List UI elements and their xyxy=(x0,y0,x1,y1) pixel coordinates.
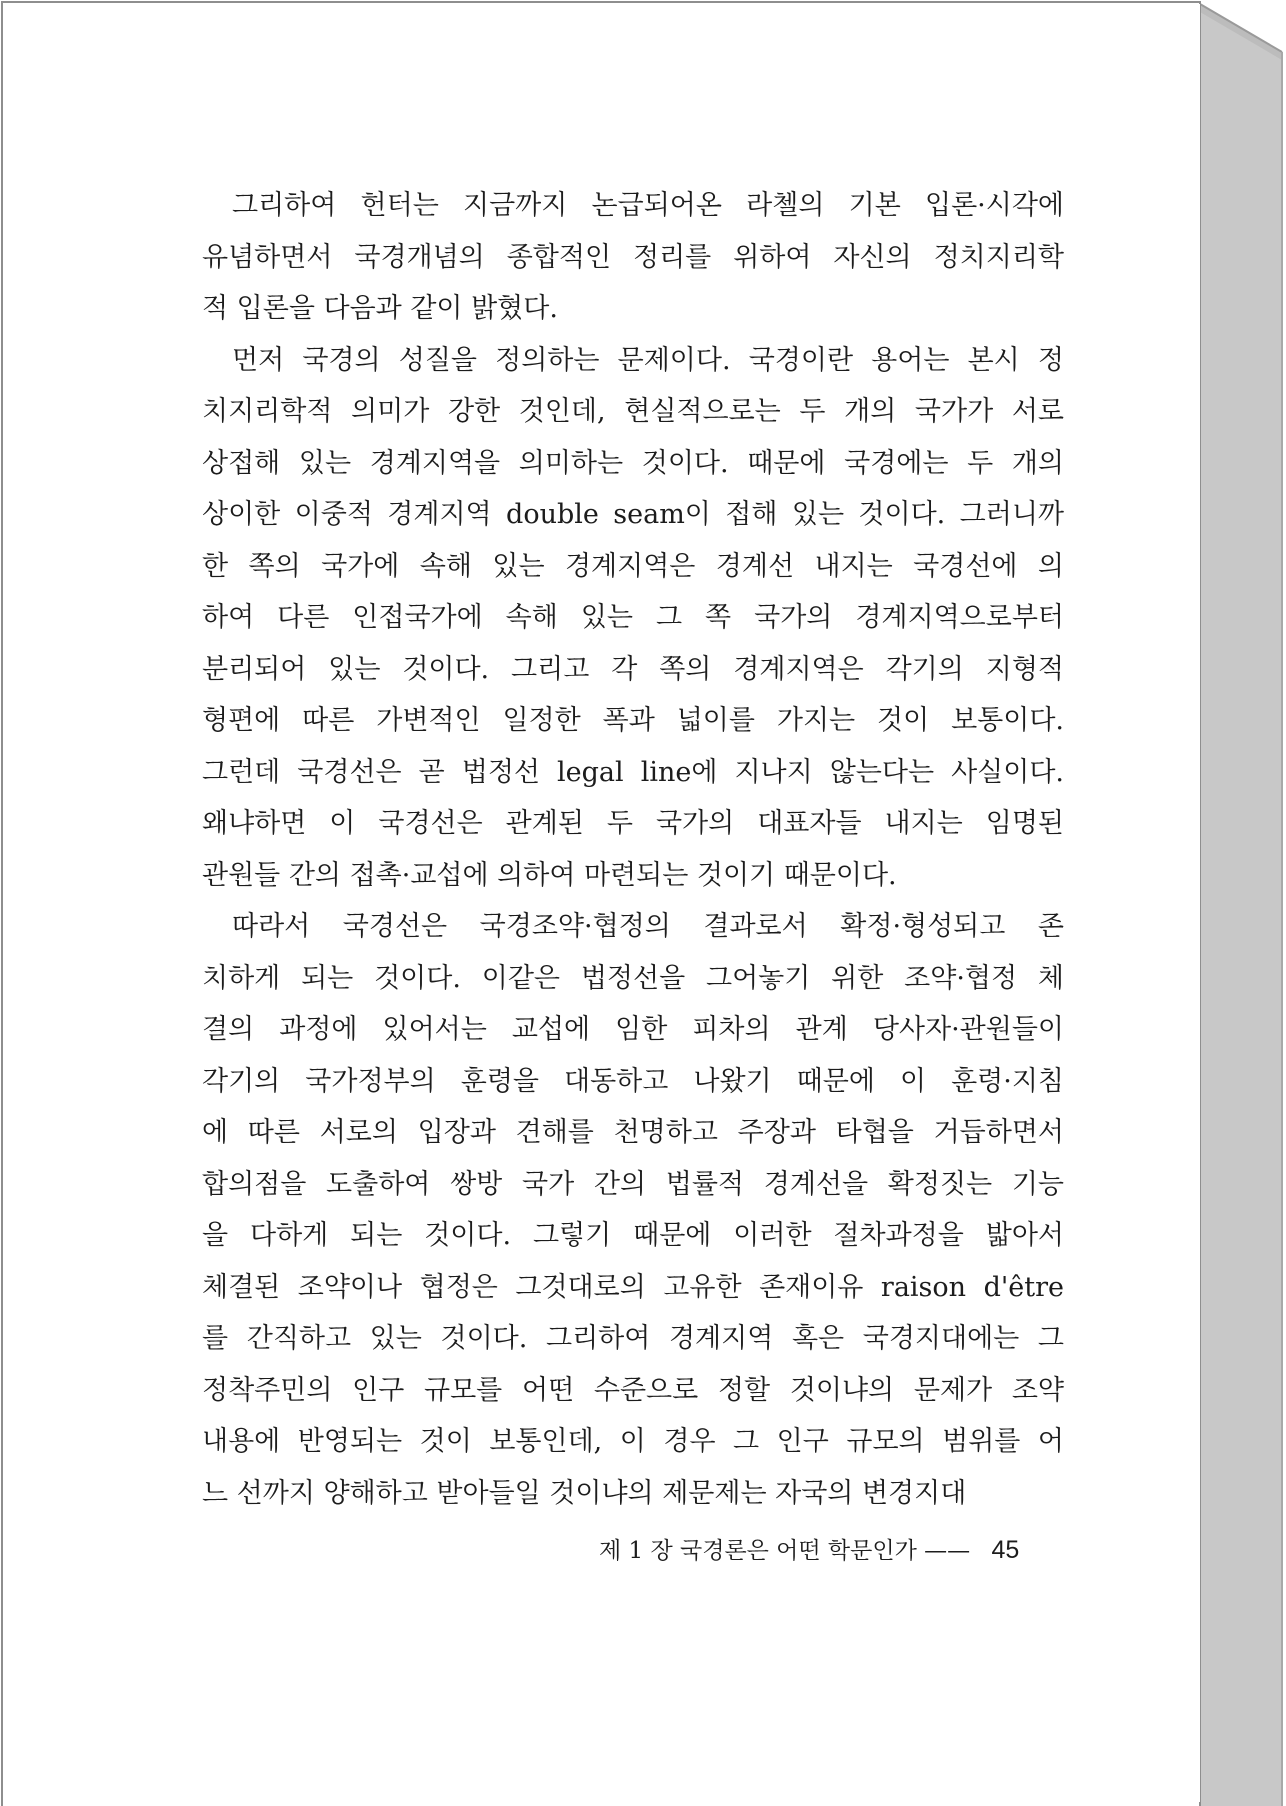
page-footer xyxy=(599,1532,1039,1565)
text-line: 각기의 국가정부의 훈령을 대동하고 나왔기 때문에 이 훈령·지침 xyxy=(202,1065,1064,1097)
text-line: 그리하여 헌터는 지금까지 논급되어온 라첼의 기본 입론·시각에 xyxy=(232,190,1064,221)
book-page xyxy=(4,4,1200,1802)
paragraph xyxy=(202,335,1064,902)
paragraph xyxy=(202,180,1064,335)
text-line: 한 쪽의 국가에 속해 있는 경계지역은 경계선 내지는 국경선에 의 xyxy=(202,550,1064,582)
text-line: 관원들 간의 접촉·교섭에 의하여 마련되는 것이기 때문이다. xyxy=(202,859,897,891)
text-line: 치지리학적 의미가 강한 것인데, 현실적으로는 두 개의 국가가 서로 xyxy=(202,396,1064,427)
text-line: 형편에 따른 가변적인 일정한 폭과 넓이를 가지는 것이 보통이다. xyxy=(202,705,1064,736)
text-line: 하여 다른 인접국가에 속해 있는 그 쪽 국가의 경계지역으로부터 xyxy=(202,602,1064,633)
text-line: 결의 과정에 있어서는 교섭에 임한 피차의 관계 당사자·관원들이 xyxy=(202,1014,1064,1045)
text-line: 을 다하게 되는 것이다. 그렇기 때문에 이러한 절차과정을 밟아서 xyxy=(202,1220,1064,1251)
text-line: 유념하면서 국경개념의 종합적인 정리를 위하여 자신의 정치지리학 xyxy=(202,241,1064,273)
text-line: 를 간직하고 있는 것이다. 그리하여 경계지역 혹은 국경지대에는 그 xyxy=(202,1323,1064,1354)
text-line: 에 따른 서로의 입장과 견해를 천명하고 주장과 타협을 거듭하면서 xyxy=(202,1117,1064,1148)
paragraph xyxy=(202,901,1064,1519)
text-line: 먼저 국경의 성질을 정의하는 문제이다. 국경이란 용어는 본시 정 xyxy=(232,344,1064,376)
text-line: 분리되어 있는 것이다. 그리고 각 쪽의 경계지역은 각기의 지형적 xyxy=(202,653,1064,685)
page-number: 45 xyxy=(991,1536,1020,1564)
text-line: 느 선까지 양해하고 받아들일 것이냐의 제문제는 자국의 변경지대 xyxy=(202,1477,967,1509)
text-line: 합의점을 도출하여 쌍방 국가 간의 법률적 경계선을 확정짓는 기능 xyxy=(202,1168,1064,1200)
text-line: 체결된 조약이나 협정은 그것대로의 고유한 존재이유 raison d'être xyxy=(202,1271,1064,1303)
page-stack-edge xyxy=(1200,4,1282,1806)
text-line: 상이한 이중적 경계지역 double seam이 접해 있는 것이다. 그러니까 xyxy=(202,499,1064,530)
text-line: 상접해 있는 경계지역을 의미하는 것이다. 때문에 국경에는 두 개의 xyxy=(202,447,1064,479)
text-line: 그런데 국경선은 곧 법정선 legal line에 지나지 않는다는 사실이다. xyxy=(202,756,1064,788)
text-line: 치하게 되는 것이다. 이같은 법정선을 그어놓기 위한 조약·협정 체 xyxy=(202,962,1064,994)
text-line: 따라서 국경선은 국경조약·협정의 결과로서 확정·형성되고 존 xyxy=(232,911,1064,942)
text-line: 적 입론을 다음과 같이 밝혔다. xyxy=(202,293,558,324)
text-line: 내용에 반영되는 것이 보통인데, 이 경우 그 인구 규모의 범위를 어 xyxy=(202,1426,1064,1457)
body-text xyxy=(202,180,1064,1519)
text-line: 정착주민의 인구 규모를 어떤 수준으로 정할 것이냐의 문제가 조약 xyxy=(202,1374,1064,1406)
text-line: 왜냐하면 이 국경선은 관계된 두 국가의 대표자들 내지는 임명된 xyxy=(202,808,1064,839)
running-head: 제 1 장 국경론은 어떤 학문인가 —— xyxy=(599,1538,971,1564)
